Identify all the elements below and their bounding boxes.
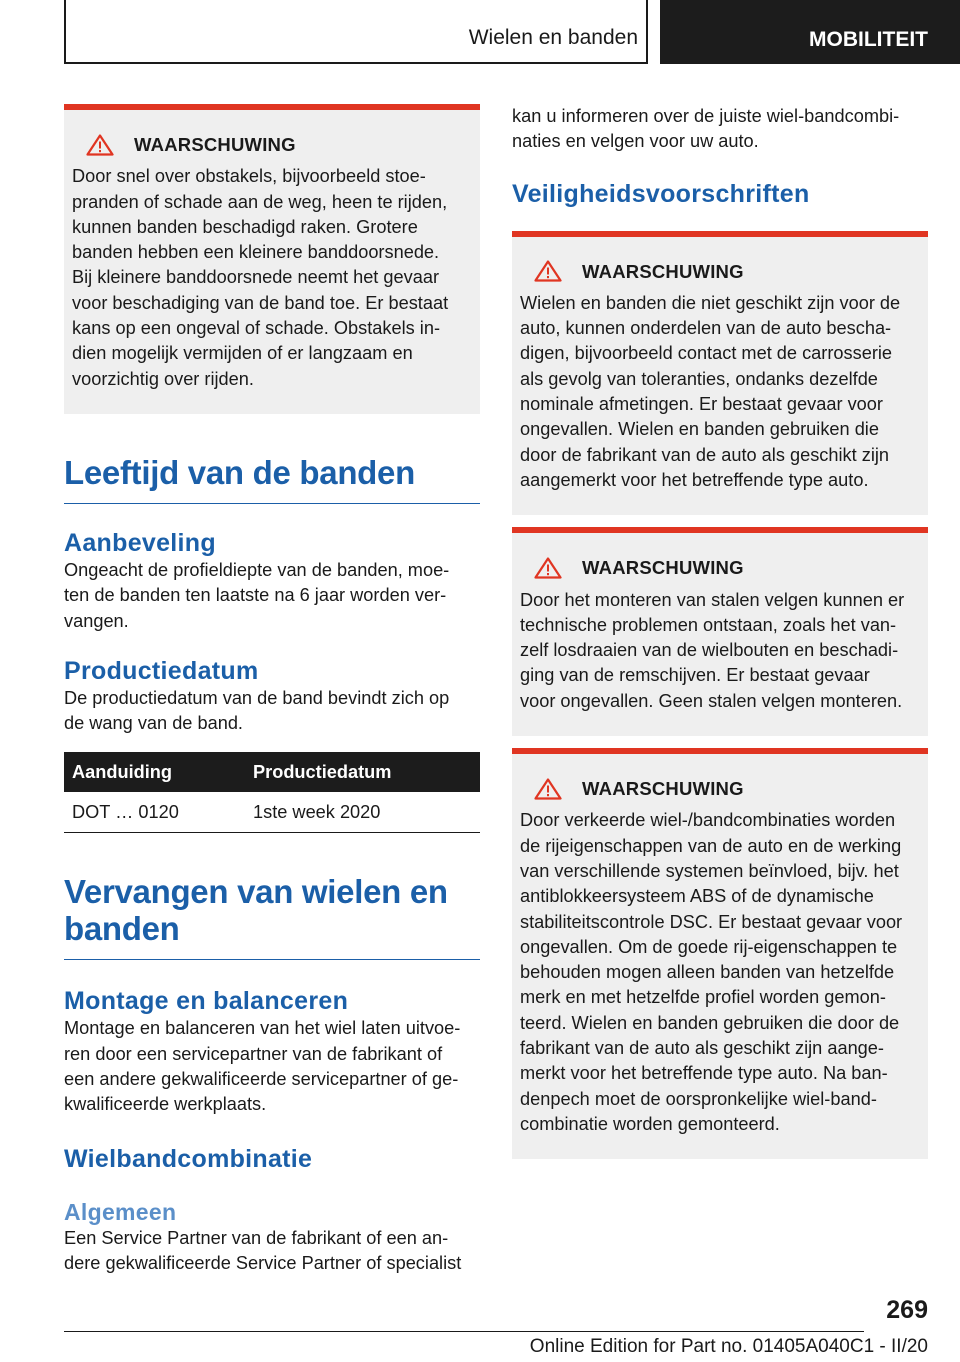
warning-line: als gevolg van toleranties, ondanks dezelfde — [520, 368, 878, 389]
heading-safety-rules: Veiligheidsvoorschriften — [512, 179, 810, 208]
text-line: vangen. — [64, 610, 129, 631]
table-header-row — [64, 752, 480, 792]
warning-line: technische problemen ontstaan, zoals het van- — [520, 614, 897, 635]
header-section-title: Wielen en banden — [468, 26, 638, 49]
warning-line: aangemerkt voor het betreffende type auto. — [520, 469, 869, 490]
recommendation-text — [64, 558, 480, 634]
text-line: kwalificeerde werkplaats. — [64, 1094, 267, 1115]
warning-box-wrong-combinations — [512, 748, 928, 1159]
warning-line: denpech moet de oorspronkelijke wiel-band- — [520, 1088, 877, 1109]
heading-mounting-balancing: Montage en balanceren — [64, 987, 349, 1016]
heading-tire-age: Leeftijd van de banden — [64, 454, 480, 504]
warning-header — [520, 776, 920, 801]
warning-line: ging van de remschijven. Er bestaat gevaar — [520, 665, 870, 686]
warning-line: voor beschadiging van de band toe. Er bestaat — [72, 292, 449, 313]
heading-general: Algemeen — [64, 1198, 177, 1225]
continuation-text — [512, 104, 928, 155]
text-line: Ongeacht de profieldiepte van de banden, moe- — [64, 559, 450, 580]
warning-line: combinatie worden gemonteerd. — [520, 1113, 780, 1134]
warning-line: Bij kleinere banddoorsnede neemt het gevaar — [72, 267, 440, 288]
warning-line: Door snel over obstakels, bijvoorbeeld stoe- — [72, 166, 426, 187]
text-line: Montage en balanceren van het wiel laten uitvoe- — [64, 1018, 461, 1039]
warning-line: teerd. Wielen en banden gebruiken die door de — [520, 1012, 900, 1033]
warning-line: dien mogelijk vermijden of er langzaam en — [72, 343, 413, 364]
general-text — [64, 1226, 480, 1277]
warning-line: digen, bijvoorbeeld contact met de carrosserie — [520, 343, 893, 364]
heading-wheel-tire-combination: Wielbandcombinatie — [64, 1144, 313, 1173]
warning-line: kunnen banden beschadigd raken. Grotere — [72, 216, 418, 237]
warning-triangle-icon — [534, 557, 566, 579]
table-row — [64, 792, 480, 833]
page-number: 269 — [886, 1296, 928, 1324]
text-line: ten de banden ten laatste na 6 jaar worden ver- — [64, 585, 447, 606]
warning-box-steel-rims — [512, 527, 928, 736]
text-line: De productiedatum van de band bevindt zich op — [64, 687, 450, 708]
warning-line: Door verkeerde wiel-/bandcombinaties worden — [520, 810, 896, 831]
warning-title: WAARSCHUWING — [582, 260, 744, 282]
heading-production-date: Productiedatum — [64, 656, 259, 685]
production-date-text — [64, 686, 480, 737]
warning-line: stabiliteitscontrole DSC. Er bestaat gevaar voor — [520, 911, 903, 932]
warning-line: merkt voor het betreffende type auto. Na ban- — [520, 1063, 888, 1084]
warning-triangle-icon — [534, 260, 566, 282]
text-line: een andere gekwalificeerde servicepartner of ge- — [64, 1069, 459, 1090]
heading-line: banden — [64, 910, 180, 948]
left-column — [64, 104, 480, 1276]
footer-divider — [64, 1331, 864, 1332]
warning-line: antiblokkeersysteem ABS of de dynamische — [520, 886, 874, 907]
table-header-production-date: Productiedatum — [245, 752, 480, 792]
warning-line: door de fabrikant van de auto als geschikt zijn — [520, 444, 890, 465]
text-line: dere gekwalificeerde Service Partner of specialist — [64, 1252, 462, 1273]
table-cell: DOT … 0120 — [64, 792, 245, 833]
warning-line: zelf losdraaien van de wielbouten en beschadi- — [520, 640, 899, 661]
warning-line: pranden of schade aan de weg, heen te rijden, — [72, 191, 448, 212]
text-line: Een Service Partner van de fabrikant of een an- — [64, 1227, 449, 1248]
right-column — [512, 104, 928, 1159]
warning-title: WAARSCHUWING — [134, 134, 296, 155]
warning-line: ongevallen. Om de goede rij-eigenschappen te — [520, 936, 898, 957]
warning-text — [520, 588, 920, 714]
warning-header — [520, 259, 920, 284]
mounting-text — [64, 1016, 480, 1117]
warning-box-obstacles — [64, 104, 480, 414]
warning-line: de rijeigenschappen van de auto en de werking — [520, 835, 902, 856]
text-line: kan u informeren over de juiste wiel-bandcombi- — [512, 106, 900, 126]
warning-header — [72, 132, 472, 157]
table-cell: 1ste week 2020 — [245, 792, 480, 833]
warning-triangle-icon — [534, 778, 566, 800]
warning-line: banden hebben een kleinere banddoorsnede. — [72, 242, 440, 263]
warning-line: ongevallen. Wielen en banden gebruiken die — [520, 419, 879, 440]
warning-title: WAARSCHUWING — [582, 778, 744, 800]
warning-text — [72, 164, 472, 392]
warning-title: WAARSCHUWING — [582, 557, 744, 579]
heading-line: Vervangen van wielen en — [64, 873, 448, 911]
text-line: de wang van de band. — [64, 713, 243, 734]
heading-recommendation: Aanbeveling — [64, 528, 216, 557]
warning-line: behouden mogen alleen banden van hetzelfde — [520, 962, 895, 983]
warning-line: Wielen en banden die niet geschikt zijn voor de — [520, 292, 901, 313]
warning-text — [520, 291, 920, 493]
table-header-marking: Aanduiding — [64, 752, 245, 792]
warning-line: nominale afmetingen. Er bestaat gevaar voor — [520, 394, 883, 415]
warning-line: merk en met hetzelfde profiel worden gemon- — [520, 987, 886, 1008]
warning-line: auto, kunnen onderdelen van de auto bescha- — [520, 318, 892, 339]
production-date-table — [64, 752, 480, 833]
header-section-box — [64, 0, 648, 64]
warning-triangle-icon — [86, 134, 118, 156]
warning-box-unsuitable-wheels — [512, 231, 928, 516]
warning-line: voor ongevallen. Geen stalen velgen monteren. — [520, 690, 903, 711]
warning-text — [520, 808, 920, 1137]
header-chapter-tab: MOBILITEIT — [660, 0, 960, 64]
warning-line: kans op een ongeval of schade. Obstakels in- — [72, 318, 441, 339]
warning-header — [520, 555, 920, 580]
warning-line: voorzichtig over rijden. — [72, 368, 254, 389]
warning-line: fabrikant van de auto als geschikt zijn aange- — [520, 1038, 884, 1059]
warning-line: Door het monteren van stalen velgen kunnen er — [520, 589, 905, 610]
footer-edition-text: Online Edition for Part no. 01405A040C1 - II/20 — [529, 1336, 928, 1357]
text-line: ren door een servicepartner van de fabrikant of — [64, 1043, 443, 1064]
heading-replace-wheels — [64, 873, 480, 960]
warning-line: van verschillende systemen beïnvloed, bijv. het — [520, 860, 899, 881]
text-line: naties en velgen voor uw auto. — [512, 131, 759, 152]
